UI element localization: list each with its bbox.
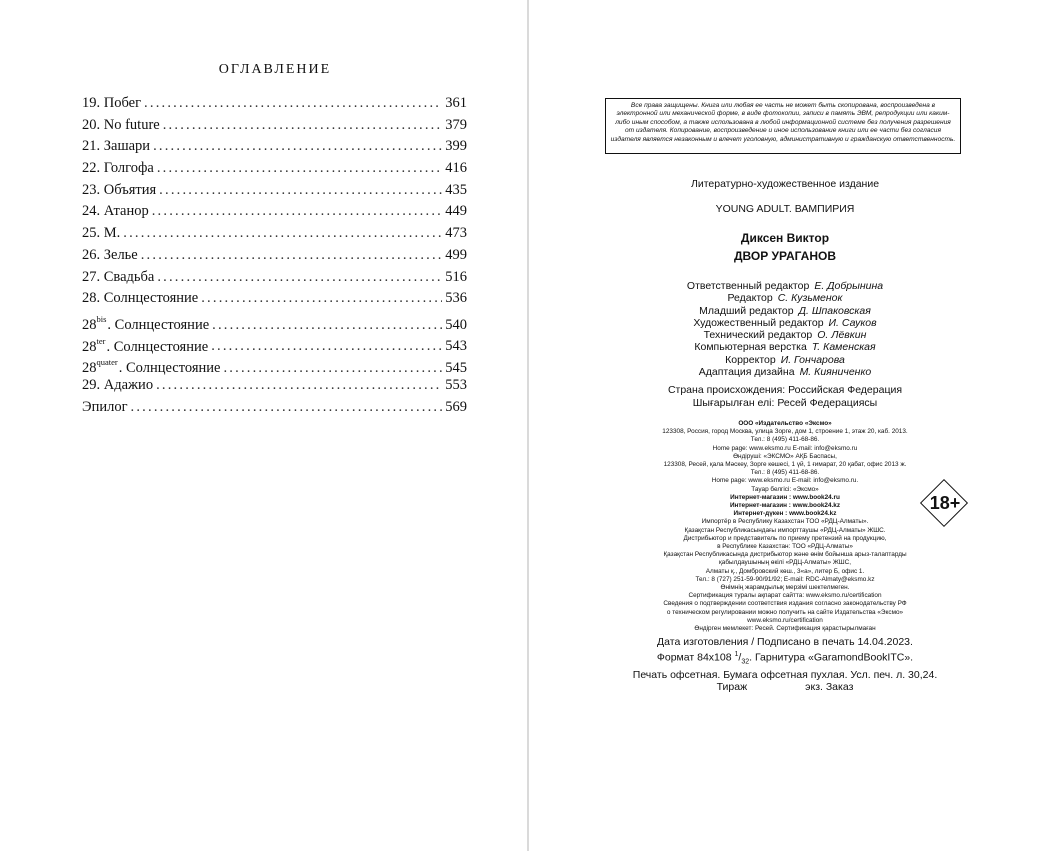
imprint-line: ООО «Издательство «Эксмо» [738,420,832,427]
toc-entry-page: 540 [445,316,467,333]
toc-entry-page: 416 [445,160,467,177]
toc-entry-page: 379 [445,116,467,133]
edition-type: Литературно-художественное издание [690,178,880,190]
imprint-line: Қазақстан Республикасында дистрибьютор және өнім бойынша арыз-талаптарды [663,551,907,559]
toc-leader-dots [157,267,442,289]
print-run-label: Тираж [716,681,748,694]
imprint-line: Өндіруші: «ЭКСМО» АҚБ Баспасы, [733,452,837,460]
toc-entry [82,93,467,115]
toc-entry-label: 27. Свадьба [82,268,155,285]
country-ru: Страна происхождения: Российская Федерация [667,384,903,396]
print-date: Дата изготовления / Подписано в печать 14.04.2023. [657,636,913,648]
toc-leader-dots [201,288,442,310]
toc-entry-label: 25. М. [82,225,121,242]
imprint-line: қабылдаушының өкілі «РДЦ-Алматы» ЖШС, [719,559,851,567]
toc-leader-dots [131,397,443,419]
toc-entry [82,115,467,137]
toc-entry [82,180,467,202]
toc-entry [82,288,467,310]
credit-line: Художественный редактор И. Сауков [693,316,877,329]
rights-notice: Все права защищены. Книга или любая ее часть не может быть скопирована, воспроизведена в электронной или механической форме, в виде фотокопии, записи в память ЭВМ, репродукции или каким-либо иным способом, а также использована в любой информационной системе без получения разрешения от издателя. Копирование, воспроизведение и иное использование книги или ее части без согласия издателя является незаконным и влечет уголовную, административную и гражданскую ответственность. [605,98,961,154]
toc-entry-page: 569 [445,398,467,415]
credits-list [605,280,965,378]
imprint-line: Тел.: 8 (495) 411-68-86. [750,436,820,444]
country-kz: Шығарылған елі: Ресей Федерациясы [692,397,878,409]
toc-entry-label: 21. Зашари [82,138,151,155]
imprint-line: Home page: www.eksmo.ru E-mail: info@eksmo.ru [712,444,858,452]
toc-entry-page: 543 [445,338,467,355]
toc-entry-label: $28^{ter}$. Солнцестояние [82,335,209,355]
format-prefix: Формат 84x108 [656,651,732,664]
toc-entry-label: 19. Побег [82,95,142,111]
toc-leader-dots [163,115,443,137]
toc-list [82,93,467,418]
credit-line: Редактор С. Кузьменок [727,292,843,305]
author-name: Диксен Виктор [740,231,830,245]
toc-entry-label: 20. No future [82,116,160,133]
imprint-line: Өндірген мемлекет: Ресей. Сертификация қарастырылмаған [694,625,876,633]
credit-line: Технический редактор О. Лёвкин [703,329,867,342]
toc-entry [82,223,467,245]
toc-entry-label: Эпилог [82,398,128,415]
toc-entry-label: $28^{bis}$. Солнцестояние [82,313,210,333]
toc-entry [82,267,467,289]
credit-line: Ответственный редактор Е. Добрынина [686,280,884,292]
toc-entry-page: 553 [445,376,467,393]
print-run [605,681,965,694]
imprint-line: Қазақстан Республикасындағы импорттаушы «РДЦ-Алматы» ЖШС. [684,526,886,534]
toc-entry-page: 516 [445,268,467,285]
credit-line: Младший редактор Д. Шпаковская [699,304,871,317]
toc-entry-page: 361 [445,95,467,111]
toc-leader-dots [157,158,442,180]
toc-entry-label: 29. Адажио [82,376,154,393]
toc-entry-page: 435 [445,181,467,198]
book-title: ДВОР УРАГАНОВ [733,249,837,263]
toc-leader-dots [123,223,442,245]
toc-entry-label: 23. Объятия [82,181,157,198]
toc-entry [82,375,467,397]
imprint-line: Өнімнің жарамдылық мерзімі шектелмеген. [720,584,850,592]
credit-line: Корректор И. Гончарова [725,353,845,366]
toc-entry [82,201,467,223]
imprint-line: Интернет-магазин : www.book24.ru [730,493,840,501]
age-rating-text: 18+ [929,493,961,513]
print-format: Формат 84x108 $^1/_{32}$. Гарнитура «GaramondBookITC». [656,650,914,666]
toc-entry-label: 24. Атанор [82,203,149,220]
imprint-line: Тел.: 8 (495) 411-68-86. [750,469,820,477]
toc-entry [82,245,467,267]
imprint-line: Home page: www.eksmo.ru E-mail: info@eksmo.ru. [711,477,859,485]
toc-leader-dots [152,201,443,223]
format-denominator: 32 [741,658,750,666]
toc-entry-page: 449 [445,203,467,220]
credit-line: Адаптация дизайна М. Кияниченко [698,366,872,379]
country-block [605,384,965,410]
toc-entry-label: 28. Солнцестояние [82,290,199,307]
toc-entry-page: 545 [445,360,467,377]
imprint-line: Тауар белгісі: «Эксмо» [751,485,819,493]
toc-entry-page: 399 [445,138,467,155]
format-numerator: 1 [734,650,739,658]
imprint-line: в Республике Казахстан: ТОО «РДЦ-Алматы» [717,543,853,551]
imprint-line: Интернет-магазин : www.book24.kz [729,502,841,510]
toc-leader-dots [144,93,442,115]
toc-entry-page: 536 [445,290,467,307]
toc-leader-dots [156,375,442,397]
toc-entry [82,310,467,332]
toc-entry-label: $28^{quater}$. Солнцестояние [82,357,221,377]
toc-entry [82,158,467,180]
imprint-line: www.eksmo.ru/certification [747,616,823,624]
toc-entry-label: 26. Зелье [82,246,138,263]
order-label: экз. Заказ [805,681,854,694]
toc-leader-dots [212,315,442,337]
toc-leader-dots [141,245,443,267]
imprint-line: Сертификация туралы ақпарат сайтта: www.eksmo.ru/certification [688,592,882,600]
toc-leader-dots [153,136,442,158]
toc-entry-page: 473 [445,225,467,242]
imprint-line: Сведения о подтверждении соответствия издания согласно законодательству РФ [663,600,907,608]
toc-title: ОГЛАВЛЕНИЕ [218,62,332,77]
imprint-line: Тел.: 8 (727) 251-59-90/91/92; E-mail: RDC-Almaty@eksmo.kz [695,575,875,583]
toc-leader-dots [159,180,442,202]
imprint-line: Импортёр в Республику Казахстан ТОО «РДЦ-Алматы». [701,518,869,526]
imprint-line: Дистрибьютор и представитель по приему претензий на продукцию, [683,534,887,542]
toc-entry-label: 22. Голгофа [82,160,154,177]
series-name: YOUNG ADULT. ВАМПИРИЯ [715,203,855,215]
imprint-line: Интернет-дүкен : www.book24.kz [733,510,837,518]
imprint-block [605,420,965,633]
imprint-line: о техническом регулировании можно получить на сайте Издательства «Эксмо» [666,608,904,616]
toc-entry [82,397,467,419]
format-suffix: . Гарнитура «GaramondBookITC». [749,651,914,664]
imprint-line: 123308, Ресей, қала Мәскеу, Зорге көшесі, 1 үй, 1 ғимарат, 20 қабат, офис 2013 ж. [663,461,907,469]
toc-entry [82,136,467,158]
toc-leader-dots [211,336,442,358]
credit-line: Компьютерная верстка Т. Каменская [694,341,876,354]
imprint-line: Алматы қ., Домбровский көш., 3«а», литер Б, офис 1. [705,567,865,575]
imprint-line: 123308, Россия, город Москва, улица Зорге, дом 1, строение 1, этаж 20, каб. 2013. [662,428,908,436]
print-specs: Печать офсетная. Бумага офсетная пухлая. Усл. печ. л. 30,24. [632,668,938,681]
print-info [605,636,965,694]
toc-entry-page: 499 [445,246,467,263]
